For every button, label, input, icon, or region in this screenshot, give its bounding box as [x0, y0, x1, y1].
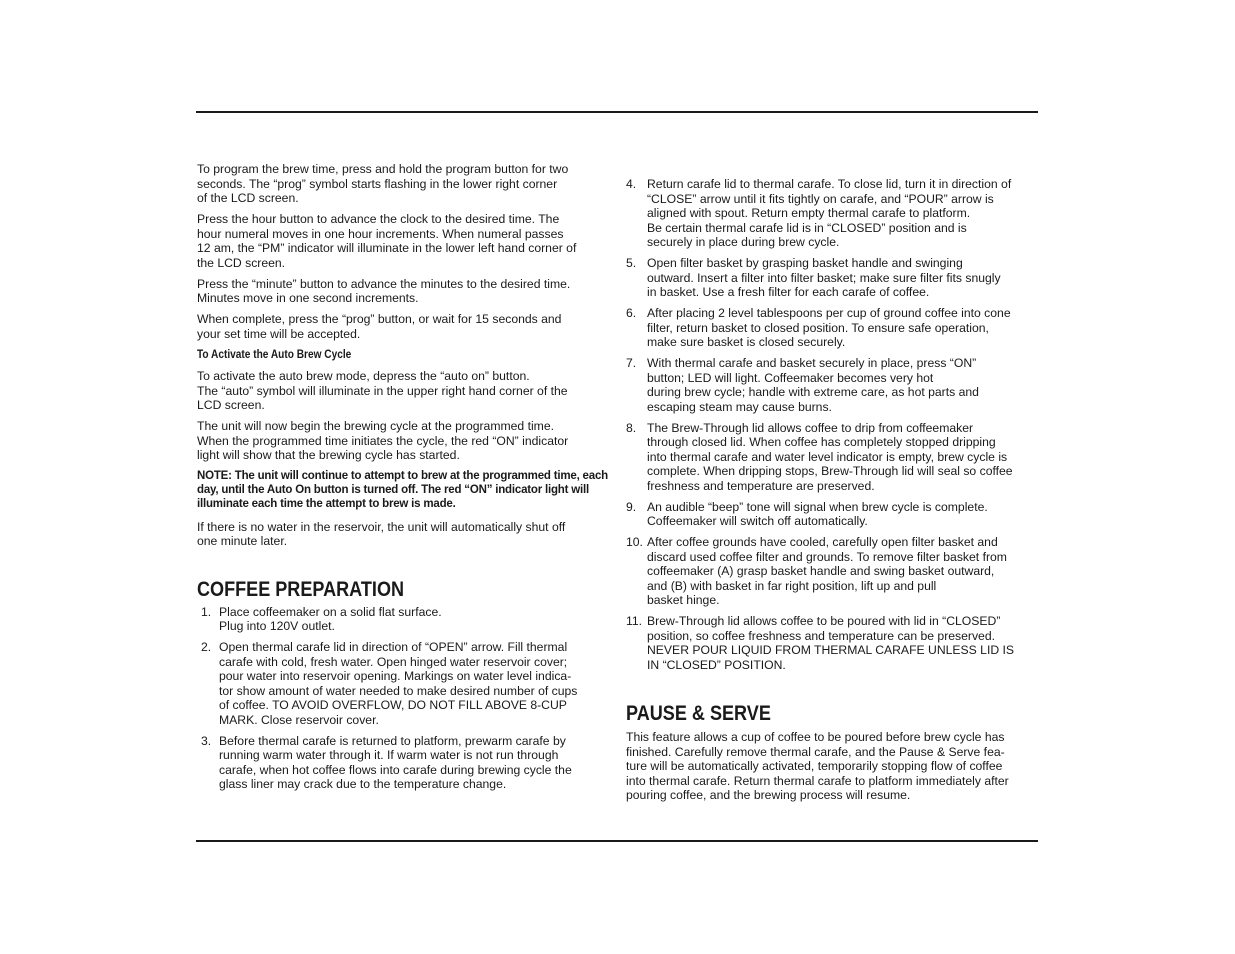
list-item: 4. Return carafe lid to thermal carafe. To close lid, turn it in direction of “CLOSE” arrow until it fits tightly on carafe, and “POUR” arrow is aligned with spout. Return empty thermal carafe to platform. Be certain thermal carafe lid is in “CLOSED” position and is securely in place during brew cycle. — [626, 177, 1012, 249]
list-item: 9. An audible “beep” tone will signal when brew cycle is complete. Coffeemaker will switch off automatically. — [626, 499, 988, 528]
list-item: 8. The Brew-Through lid allows coffee to drip from coffeemaker through closed lid. When coffee has completely stopped dripping into thermal carafe and water level indicator is empty, brew cycle is complete. When dripping stops, Brew-Through lid will seal so coffee freshness and temperature are preserved. — [626, 420, 1013, 493]
list-item: 6. After placing 2 level tablespoons per cup of ground coffee into cone filter, return basket to closed position. To ensure safe operation, make sure basket is closed securely. — [626, 306, 1011, 349]
pause-serve-heading: PAUSE & SERVE — [626, 702, 771, 725]
list-item: 2. Open thermal carafe lid in direction of “OPEN” arrow. Fill thermal carafe with cold, fresh water. Open hinged water reservoir cover; pour water into reservoir opening. Markings on water level indica- tor show amount of water needed to make desired number of cups of coffee. TO AVOID OVERFLOW, DO NOT FILL ABOVE 8-CUP MARK. Close reservoir cover. — [201, 640, 578, 727]
left-column — [197, 162, 607, 798]
pause-serve-paragraph: This feature allows a cup of coffee to be poured before brew cycle has finished. Carefully remove thermal carafe, and the Pause & Serve fea- ture will be automatically activated, temporarily stopping flow of coffee into thermal carafe. Return thermal carafe to platform immediately after pouring coffee, and the brewing process will resume. — [626, 730, 1009, 802]
item-number: 3. — [201, 733, 212, 748]
auto-paragraph-2: The unit will now begin the brewing cycle at the programmed time. When the programmed time initiates the cycle, the red “ON” indicator light will show that the brewing cycle has started. — [197, 419, 569, 462]
program-paragraph-4: When complete, press the “prog” button, or wait for 15 seconds and your set time will be accepted. — [197, 312, 562, 341]
program-paragraph-2: Press the hour button to advance the clock to the desired time. The hour numeral moves in one hour increments. When numeral passes 12 am, the “PM” indicator will illuminate in the lower left hand corner of the LCD screen. — [197, 212, 577, 270]
item-number: 2. — [201, 640, 212, 655]
list-item: 10. After coffee grounds have cooled, carefully open filter basket and discard used coffee filter and grounds. To remove filter basket from coffeemaker (A) grasp basket handle and swing basket outward, and (B) with basket in far right position, lift up and pull basket hinge. — [626, 535, 1007, 607]
coffee-preparation-heading: COFFEE PREPARATION — [197, 577, 405, 601]
item-number: 4. — [626, 177, 637, 191]
note-paragraph: NOTE: The unit will continue to attempt to brew at the programmed time, each day, until the Auto On button is turned off. The red “ON” indicator light will illuminate each time the attempt to brew is made. — [197, 470, 608, 511]
no-water-paragraph: If there is no water in the reservoir, the unit will automatically shut off one minute later. — [197, 519, 566, 549]
list-item: 3. Before thermal carafe is returned to platform, prewarm carafe by running warm water through it. If warm water is not run through carafe, when hot coffee flows into carafe during brewing cycle the glass liner may crack due to the temperature change. — [201, 733, 572, 792]
item-number: 6. — [626, 306, 637, 320]
item-number: 7. — [626, 356, 637, 370]
top-rule — [196, 111, 1038, 113]
item-number: 10. — [626, 535, 643, 549]
program-paragraph-1: To program the brew time, press and hold the program button for two seconds. The “prog” symbol starts flashing in the lower right corner of the LCD screen. — [197, 162, 569, 205]
list-item: 5. Open filter basket by grasping basket handle and swinging outward. Insert a filter into filter basket; make sure filter fits snugly in basket. Use a fresh filter for each carafe of coffee. — [626, 256, 1001, 299]
program-paragraph-3: Press the “minute” button to advance the minutes to the desired time. Minutes move in one second increments. — [197, 276, 571, 305]
item-number: 9. — [626, 499, 637, 514]
list-item: 11. Brew-Through lid allows coffee to be poured with lid in “CLOSED” position, so coffee freshness and temperature can be preserved. NEVER POUR LIQUID FROM THERMAL CARAFE UNLESS LID IS IN “CLOSED” POSITION. — [626, 614, 1015, 672]
auto-brew-heading: To Activate the Auto Brew Cycle — [197, 348, 352, 361]
bottom-rule — [196, 840, 1038, 842]
list-item: 7. With thermal carafe and basket securely in place, press “ON” button; LED will light. Coffeemaker becomes very hot during brew cycle; handle with extreme care, as hot parts and escaping steam may cause burns. — [626, 356, 979, 414]
auto-paragraph-1: To activate the auto brew mode, depress the “auto on” button. The “auto” symbol will illuminate in the upper right hand corner of the LCD screen. — [197, 369, 568, 412]
item-number: 5. — [626, 256, 637, 270]
item-number: 1. — [201, 604, 212, 619]
right-column — [626, 177, 1038, 809]
item-number: 8. — [626, 420, 637, 435]
item-number: 11. — [626, 614, 643, 628]
list-item: 1. Place coffeemaker on a solid flat surface. Plug into 120V outlet. — [201, 604, 442, 634]
